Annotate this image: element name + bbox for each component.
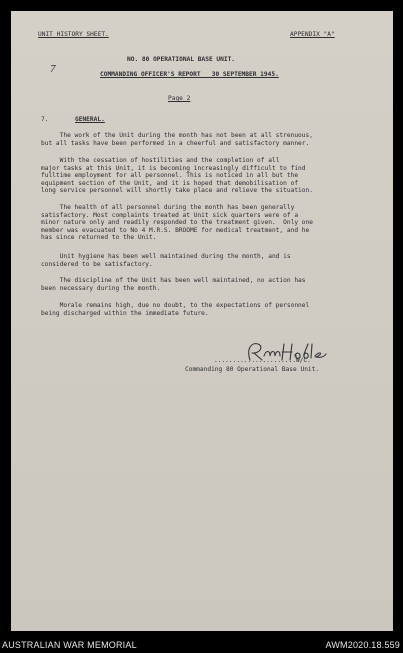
report-title: COMMANDING OFFICER'S REPORT 30 SEPTEMBER 1945. bbox=[100, 71, 279, 78]
signatory-title: Commanding 80 Operational Base Unit. bbox=[185, 366, 320, 373]
margin-annotation: 7 bbox=[50, 63, 56, 75]
paragraph-discipline: The discipline of the Unit has been well maintained, no action has been necessary during the month. bbox=[41, 277, 306, 292]
archive-footer bbox=[0, 638, 403, 653]
section-number: 7. bbox=[41, 116, 49, 123]
paragraph-health: The health of all personnel during the month has been generally satisfactory. Most complaints treated at Unit sick quarters were of a minor nature only and readily responded to the treatment given. Only one member was evacuated to No 4 M.R.S. BROOME for medical treatment, and he has since returned to the Unit. bbox=[41, 204, 313, 242]
unit-title: NO. 80 OPERATIONAL BASE UNIT. bbox=[127, 56, 236, 63]
unit-history-heading: UNIT HISTORY SHEET. bbox=[38, 31, 109, 38]
document-page bbox=[11, 11, 393, 631]
paragraph-morale: Morale remains high, due no doubt, to the expectations of personnel being discharged within the immediate future. bbox=[41, 302, 310, 317]
paragraph-hygiene: Unit hygiene has been well maintained during the month, and is considered to be satisfactory. bbox=[41, 253, 291, 268]
archive-name: AUSTRALIAN WAR MEMORIAL bbox=[2, 640, 137, 650]
appendix-label: APPENDIX "A" bbox=[290, 31, 335, 38]
page-number: Page 2 bbox=[168, 95, 191, 102]
paragraph-hostilities: With the cessation of hostilities and the completion of all major tasks at this Unit, it is becoming increasingly difficult to find fulltime employment for all personnel. This is noticed in all but the equipment section of the Unit, and it is hoped that demobilisation of long service personnel will shortly take place and relieve the situation. bbox=[41, 157, 313, 195]
section-title: GENERAL. bbox=[75, 116, 105, 123]
archive-reference: AWM2020.18.559 bbox=[325, 640, 400, 650]
paragraph-workload: The work of the Unit during the month has not been at all strenuous, but all tasks have been performed in a cheerful and satisfactory manner. bbox=[41, 132, 313, 147]
signature-line: ......................W/C. bbox=[214, 357, 311, 364]
